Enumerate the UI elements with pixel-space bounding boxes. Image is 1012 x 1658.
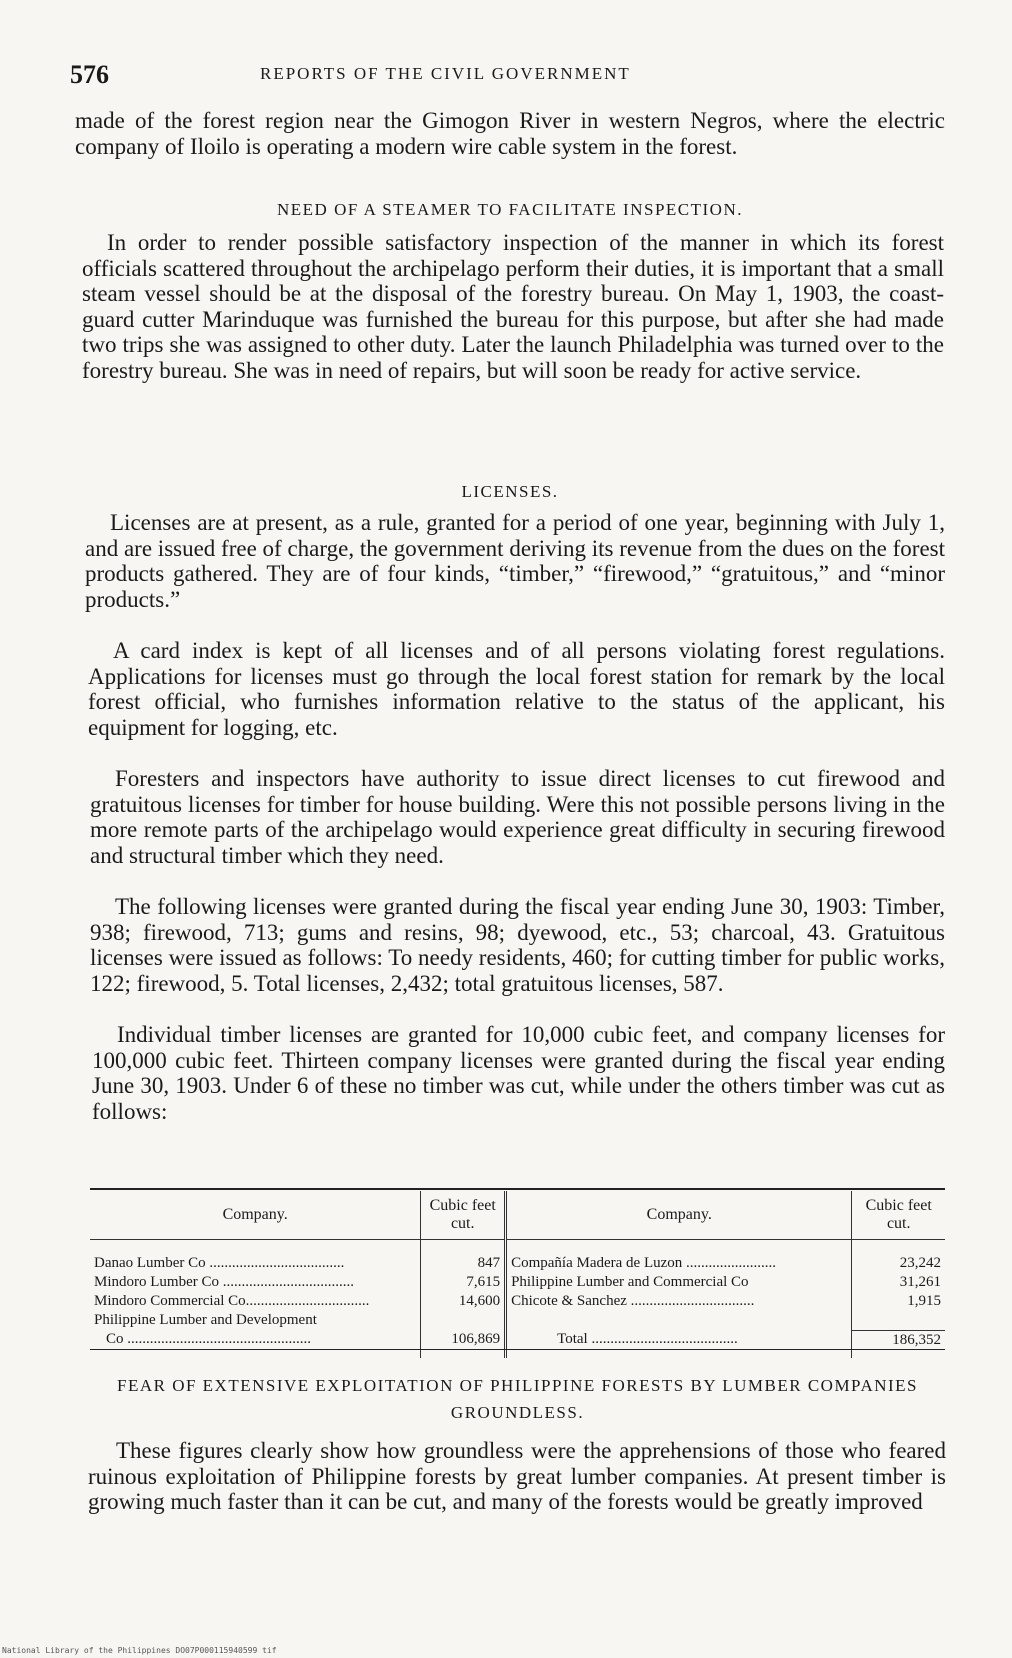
section-heading-licenses: LICENSES. bbox=[461, 482, 559, 501]
paragraph-licenses-5: Individual timber licenses are granted for 10,000 cubic feet, and company licenses for 100,000 cubic feet. Thirteen company licenses were granted during the fiscal year ending June 30, 1903. Under 6 of these no timber was cut, while under the others timber was cut as follows: bbox=[92, 1022, 945, 1124]
cubic-feet: 31,261 bbox=[852, 1273, 945, 1292]
company-name: Mindoro Lumber Co ................................... bbox=[94, 1274, 354, 1290]
lumber-table bbox=[90, 1191, 945, 1358]
col-header-company-right: Company. bbox=[506, 1191, 852, 1240]
cubic-feet: 7,615 bbox=[421, 1273, 506, 1292]
table-row bbox=[90, 1273, 945, 1292]
company-name: Mindoro Commercial Co................................. bbox=[94, 1293, 370, 1309]
running-title: REPORTS OF THE CIVIL GOVERNMENT bbox=[260, 64, 631, 83]
company-name: Co ................................................. bbox=[106, 1331, 312, 1347]
table-row bbox=[90, 1311, 945, 1330]
cubic-feet: 14,600 bbox=[421, 1292, 506, 1311]
col-header-cubic-right: Cubic feet cut. bbox=[852, 1191, 945, 1240]
company-name: Compañía Madera de Luzon ........................ bbox=[506, 1254, 852, 1273]
total-value: 186,352 bbox=[852, 1330, 945, 1350]
col-header-cubic-left: Cubic feet cut. bbox=[421, 1191, 506, 1240]
table-header-row bbox=[90, 1191, 945, 1240]
col-header-company-left: Company. bbox=[90, 1191, 421, 1240]
paragraph-continuation: made of the forest region near the Gimogon River in western Negros, where the electric company of Iloilo is operating a modern wire cable system in the forest. bbox=[75, 108, 945, 159]
company-name: Philippine Lumber and Commercial Co bbox=[506, 1273, 852, 1292]
paragraph-exploitation: These figures clearly show how groundless were the apprehensions of those who feared ruinous exploitation of Philippine forests by great lumber companies. At present timber is growing much faster than it can be cut, and many of the forests would be greatly improved bbox=[88, 1438, 946, 1514]
paragraph-steamer: In order to render possible satisfactory inspection of the manner in which its forest officials scattered throughout the archipelago perform their duties, it is important that a small steam vessel should be at the disposal of the forestry bureau. On May 1, 1903, the coast-guard cutter Marinduque was furnished the bureau for this purpose, but after she had made two trips she was assigned to other duty. Later the launch Philadelphia was turned over to the forestry bureau. She was in need of repairs, but will soon be ready for active service. bbox=[82, 230, 944, 383]
page-header bbox=[70, 60, 950, 90]
cubic-feet: 1,915 bbox=[852, 1292, 945, 1311]
cubic-feet: 847 bbox=[421, 1254, 506, 1273]
section-heading-exploitation: FEAR OF EXTENSIVE EXPLOITATION OF PHILIPPINE FORESTS BY LUMBER COMPANIES GROUNDLESS. bbox=[116, 1376, 919, 1422]
cubic-feet bbox=[421, 1311, 506, 1330]
company-name: Chicote & Sanchez ................................. bbox=[506, 1292, 852, 1311]
paragraph-licenses-3: Foresters and inspectors have authority to issue direct licenses to cut firewood and gratuitous licenses for timber for house building. Were this not possible persons living in the more remote parts of the archipelago would experience great difficulty in securing firewood and structural timber which they need. bbox=[90, 766, 945, 868]
page-number: 576 bbox=[70, 60, 109, 89]
cubic-feet: 23,242 bbox=[852, 1254, 945, 1273]
table-row bbox=[90, 1330, 945, 1350]
paragraph-licenses-1: Licenses are at present, as a rule, granted for a period of one year, beginning with July 1, and are issued free of charge, the government deriving its revenue from the dues on the forest products gathered. They are of four kinds, “timber,” “firewood,” “gratuitous,” and “minor products.” bbox=[85, 510, 945, 612]
scan-footer: National Library of the Philippines DO07P000115940599 tif bbox=[2, 1646, 277, 1655]
table-row bbox=[90, 1254, 945, 1273]
company-name: Danao Lumber Co .................................... bbox=[94, 1255, 345, 1271]
table-top-rule bbox=[90, 1188, 945, 1190]
company-name: Philippine Lumber and Development bbox=[94, 1312, 317, 1328]
company-name bbox=[506, 1311, 852, 1330]
cubic-feet bbox=[852, 1311, 945, 1330]
cubic-feet: 106,869 bbox=[421, 1330, 506, 1350]
section-heading-steamer: NEED OF A STEAMER TO FACILITATE INSPECTION. bbox=[277, 200, 743, 219]
table-bottom-rule bbox=[90, 1349, 945, 1350]
paragraph-licenses-2: A card index is kept of all licenses and of all persons violating forest regulations. Applications for licenses must go through the local forest station for remark by the local forest official, who furnishes information relative to the status of the applicant, his equipment for logging, etc. bbox=[88, 638, 945, 740]
table-row bbox=[90, 1292, 945, 1311]
total-label: Total ....................................... bbox=[506, 1330, 852, 1350]
paragraph-licenses-4: The following licenses were granted during the fiscal year ending June 30, 1903: Timber, 938; firewood, 713; gums and resins, 98; dyewood, etc., 53; charcoal, 43. Gratuitous licenses were issued as follows: To needy residents, 460; for cutting timber for public works, 122; firewood, 5. Total licenses, 2,432; total gratuitous licenses, 587. bbox=[90, 894, 945, 996]
